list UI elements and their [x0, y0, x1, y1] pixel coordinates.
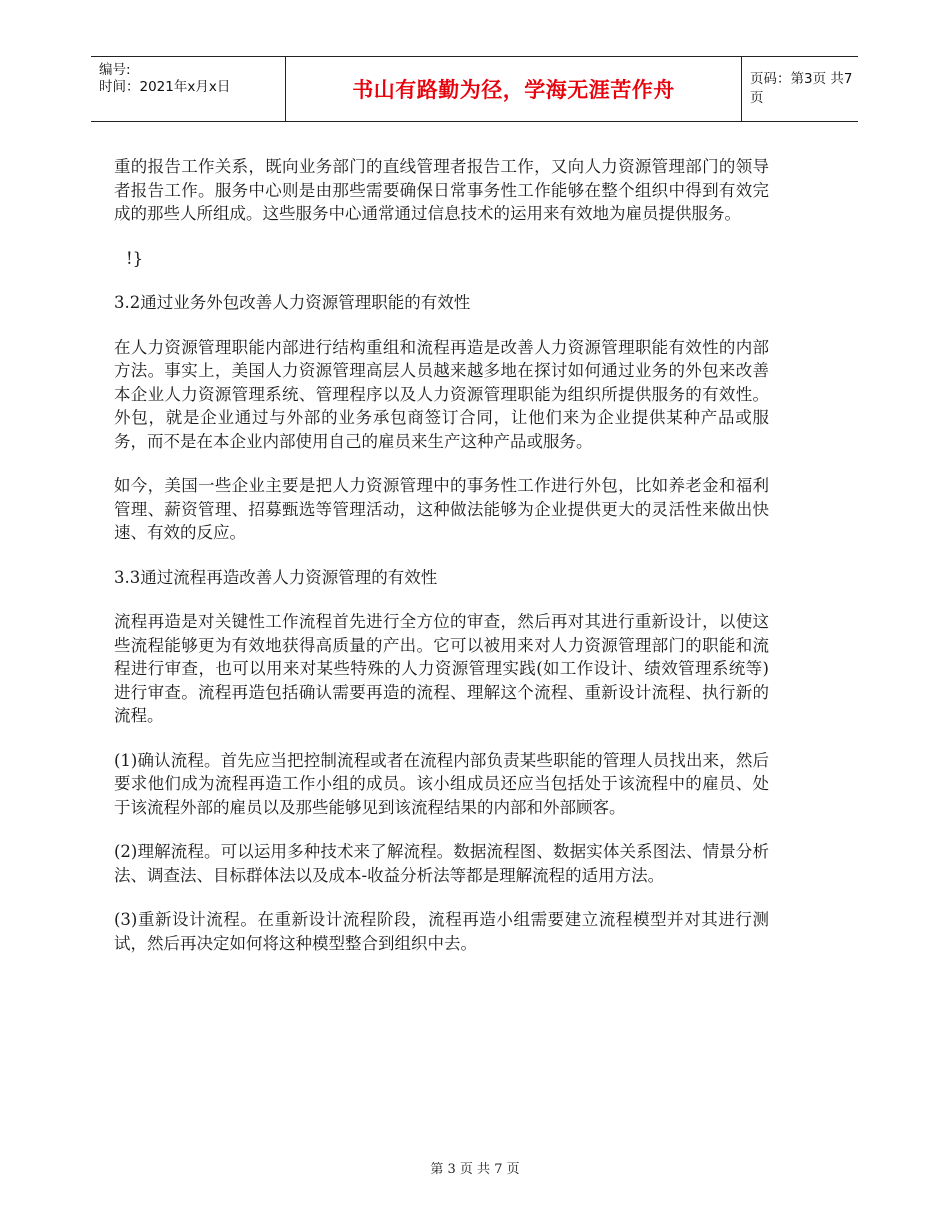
paragraph: (2)理解流程。可以运用多种技术来了解流程。数据流程图、数据实体关系图法、情景分析法、调查法、目标群体法以及成本-收益分析法等都是理解流程的适用方法。	[114, 842, 769, 885]
header-page-label: 页码：第3页 共7页	[750, 71, 853, 106]
paragraph: (3)重新设计流程。在重新设计流程阶段，流程再造小组需要建立流程模型并对其进行测试，然后再决定如何将这种模型整合到组织中去。	[114, 910, 769, 953]
document-body	[114, 155, 769, 976]
paragraph: (1)确认流程。首先应当把控制流程或者在流程内部负责某些职能的管理人员找出来，然后要求他们成为流程再造工作小组的成员。该小组成员还应当包括处于该流程中的雇员、处于该流程外部的雇员以及那些能够见到该流程结果的内部和外部顾客。	[114, 750, 769, 817]
paragraph: 在人力资源管理职能内部进行结构重组和流程再造是改善人力资源管理职能有效性的内部方法。事实上，美国人力资源管理高层人员越来越多地在探讨如何通过业务的外包来改善本企业人力资源管理系统、管理程序以及人力资源管理职能为组织所提供服务的有效性。外包，就是企业通过与外部的业务承包商签订合同，让他们来为企业提供某种产品或服务，而不是在本企业内部使用自己的雇员来生产这种产品或服务。	[114, 337, 769, 451]
stray-text: !}	[126, 248, 144, 268]
page-footer: 第 3 页 共 7 页	[430, 1162, 520, 1177]
paragraph: 如今，美国一些企业主要是把人力资源管理中的事务性工作进行外包，比如养老金和福利管理、薪资管理、招募甄选等管理活动，这种做法能够为企业提供更大的灵活性来做出快速、有效的反应。	[114, 476, 769, 542]
document-number-label: 编号:	[99, 62, 131, 78]
header-motto-cell	[285, 57, 742, 121]
paragraph: 重的报告工作关系，既向业务部门的直线管理者报告工作，又向人力资源管理部门的领导者报告工作。服务中心则是由那些需要确保日常事务性工作能够在整个组织中得到有效完成的那些人所组成。这些服务中心通常通过信息技术的运用来有效地为雇员提供服务。	[114, 157, 769, 223]
header-motto: 书山有路勤为径，学海无涯苦作舟	[352, 78, 675, 102]
page-header	[91, 56, 858, 122]
paragraph: 流程再造是对关键性工作流程首先进行全方位的审查，然后再对其进行重新设计，以使这些流程能够更为有效地获得高质量的产出。它可以被用来对人力资源管理部门的职能和流程进行审查，也可以用来对某些特殊的人力资源管理实践(如工作设计、绩效管理系统等)进行审查。流程再造包括确认需要再造的流程、理解这个流程、重新设计流程、执行新的流程。	[114, 612, 769, 725]
header-info-cell	[91, 57, 285, 121]
section-heading-3-3: 3.3通过流程再造改善人力资源管理的有效性	[114, 567, 438, 587]
section-heading-3-2: 3.2通过业务外包改善人力资源管理职能的有效性	[114, 293, 471, 312]
header-page-cell	[741, 57, 858, 121]
document-time-label: 时间：2021年x月x日	[99, 79, 231, 95]
